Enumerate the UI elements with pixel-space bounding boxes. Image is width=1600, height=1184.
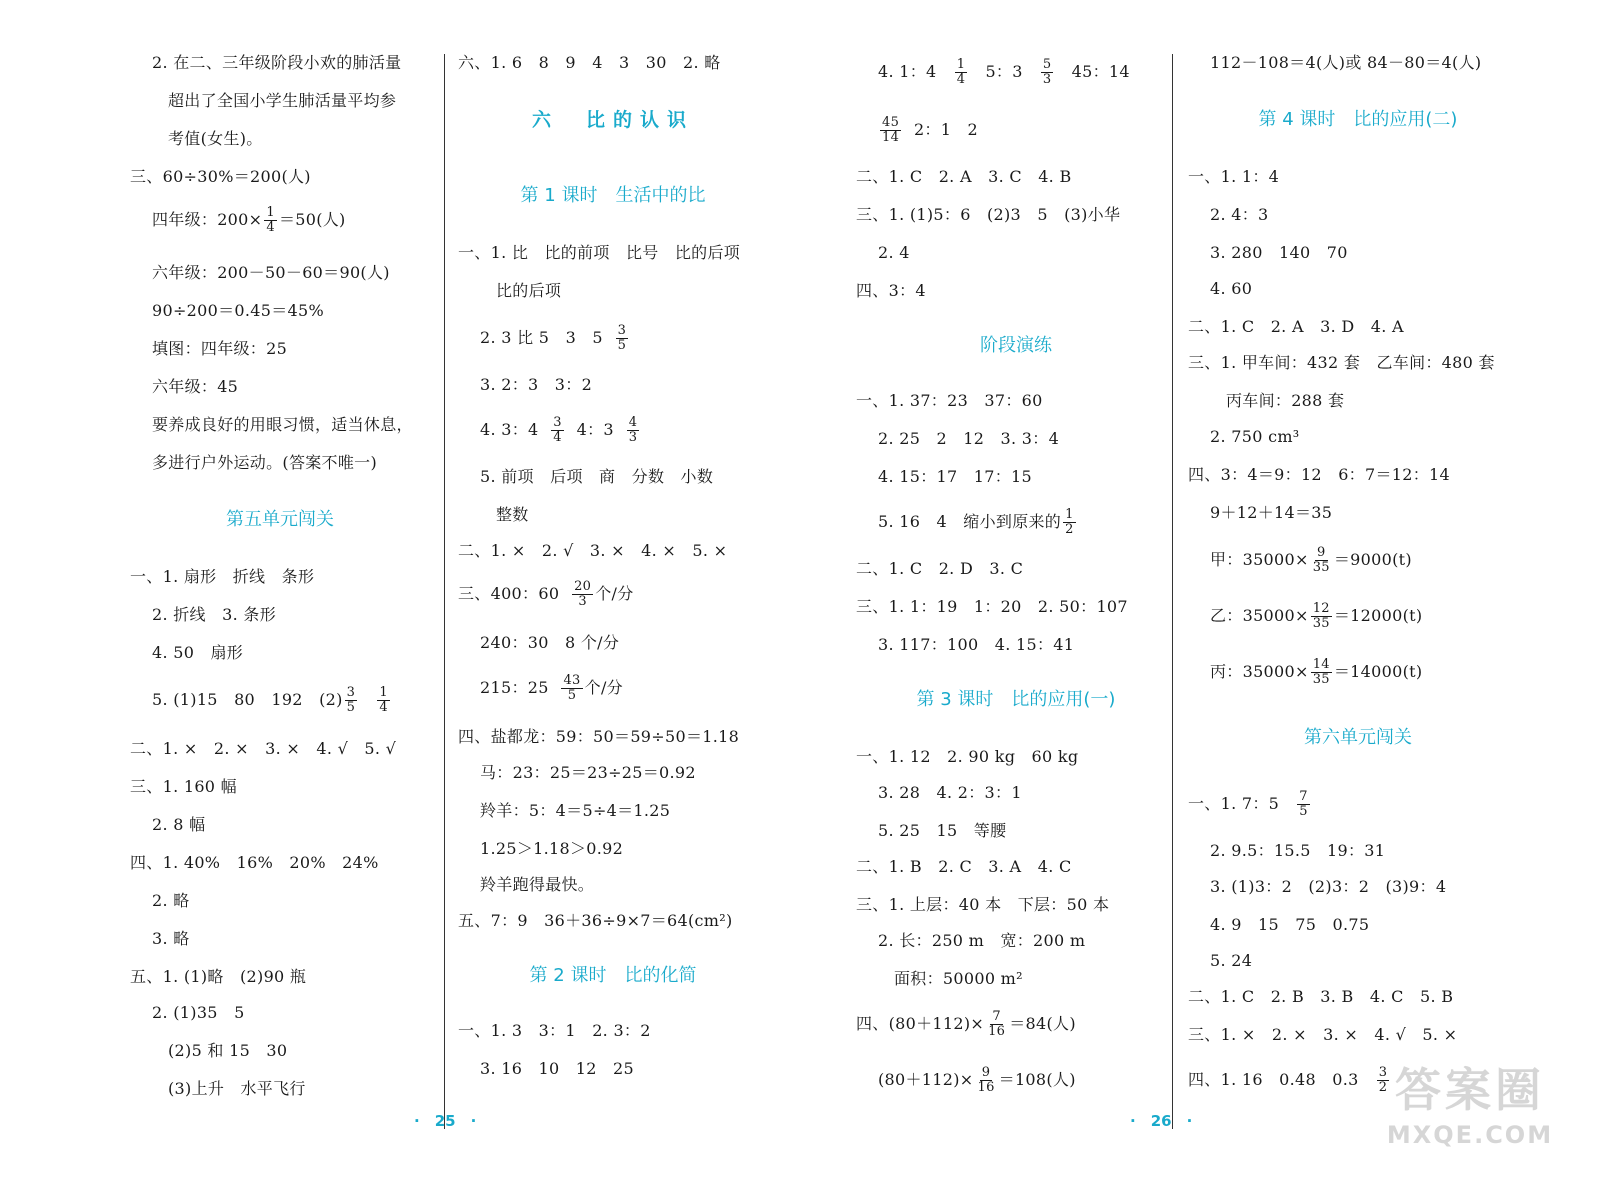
answer-line xyxy=(458,324,630,353)
answer-line: 3. 280 140 70 xyxy=(1210,243,1348,262)
text: 2：1 2 xyxy=(913,120,978,139)
fraction xyxy=(955,58,968,87)
text: 5. 16 4 缩小到原来的 xyxy=(878,512,1062,531)
denominator: 3 xyxy=(628,430,638,445)
column-2 xyxy=(458,34,768,1134)
answer-line: 5. 前项 后项 商 分数 小数 xyxy=(480,467,714,486)
numerator: 1 xyxy=(266,205,275,220)
answer-line xyxy=(130,686,392,715)
text: 三、400：60 xyxy=(458,584,560,603)
answer-line: 4. 15：17 17：15 xyxy=(878,467,1032,486)
answer-line: 2. 750 cm³ xyxy=(1210,427,1300,446)
answer-line: 羚羊跑得最快。 xyxy=(480,875,595,894)
answer-line: 2. 折线 3. 条形 xyxy=(152,605,277,624)
answer-line xyxy=(1188,658,1422,687)
numerator: 12 xyxy=(1312,601,1330,616)
lesson-heading: 第 4 课时 比的应用(二) xyxy=(1258,109,1458,130)
answer-line: 三、1. 上层：40 本 下层：50 本 xyxy=(856,895,1110,914)
section-heading: 第六单元闯关 xyxy=(1304,727,1412,748)
text: ＝108(人) xyxy=(998,1070,1076,1089)
lesson-heading: 第 1 课时 生活中的比 xyxy=(520,185,706,206)
answer-line: 2. 4 xyxy=(878,243,910,262)
answer-line xyxy=(1188,790,1312,819)
text: 四、1. 16 0.48 0.3 xyxy=(1188,1070,1359,1089)
fraction xyxy=(1311,658,1332,687)
denominator: 3 xyxy=(578,594,587,609)
answer-line: 三、1. × 2. × 3. × 4. √ 5. × xyxy=(1188,1025,1458,1044)
text: 乙：35000× xyxy=(1210,606,1309,625)
text: 丙：35000× xyxy=(1210,662,1309,681)
answer-line: 五、1. (1)略 (2)90 瓶 xyxy=(130,967,307,986)
text: 5：3 xyxy=(985,62,1023,81)
text: ＝12000(t) xyxy=(1333,606,1423,625)
answer-line: 一、1. 12 2. 90 kg 60 kg xyxy=(856,747,1079,766)
numerator: 1 xyxy=(379,685,388,700)
fraction xyxy=(1063,508,1076,537)
answer-line xyxy=(856,508,1078,537)
answer-line xyxy=(458,674,623,703)
denominator: 4 xyxy=(956,72,966,87)
answer-line: 2. 在二、三年级阶段小欢的肺活量 xyxy=(152,53,402,72)
answer-line: 四、3：4 xyxy=(856,281,926,300)
numerator: 1 xyxy=(1065,507,1074,522)
answer-line: 整数 xyxy=(496,505,529,524)
numerator: 45 xyxy=(882,115,900,130)
text: 4. 3：4 xyxy=(480,420,539,439)
watermark-url: MXQE.COM xyxy=(1386,1121,1554,1149)
answer-line: 3. 略 xyxy=(152,929,190,948)
fraction xyxy=(627,416,640,445)
text: 一、1. 7：5 xyxy=(1188,794,1280,813)
answer-line xyxy=(1188,602,1422,631)
answer-line: 比的后项 xyxy=(496,281,562,300)
fraction xyxy=(986,1010,1007,1039)
fraction xyxy=(572,580,593,609)
text: ＝9000(t) xyxy=(1333,550,1412,569)
fraction xyxy=(1297,790,1310,819)
answer-line: 二、1. × 2. √ 3. × 4. × 5. × xyxy=(458,541,728,560)
answer-line xyxy=(130,206,346,235)
numerator: 3 xyxy=(617,323,627,338)
answer-line: 一、1. 37：23 37：60 xyxy=(856,391,1043,410)
text: 215：25 xyxy=(480,678,549,697)
answer-line: 5. 24 xyxy=(1210,951,1253,970)
numerator: 43 xyxy=(563,673,581,688)
answer-line: 三、1. 甲车间：432 套 乙车间：480 套 xyxy=(1188,353,1495,372)
answer-line: 二、1. C 2. A 3. C 4. B xyxy=(856,167,1072,186)
fraction xyxy=(1311,546,1332,575)
answer-line: 4. 50 扇形 xyxy=(152,643,244,662)
answer-line: 一、1. 扇形 折线 条形 xyxy=(130,567,315,586)
numerator: 7 xyxy=(992,1009,1001,1024)
section-heading: 阶段演练 xyxy=(980,335,1052,356)
fraction xyxy=(264,206,277,235)
answer-line: 三、1. 160 幅 xyxy=(130,777,237,796)
denominator: 16 xyxy=(977,1080,995,1095)
chapter-heading: 六 比的认识 xyxy=(531,109,694,131)
answer-line: 2. 长：250 m 宽：200 m xyxy=(878,931,1086,950)
denominator: 5 xyxy=(1299,804,1308,819)
answer-line: 二、1. C 2. A 3. D 4. A xyxy=(1188,317,1404,336)
answer-line: 六年级：200－50－60＝90(人) xyxy=(152,263,390,282)
answer-line: 一、1. 1：4 xyxy=(1188,167,1280,186)
answer-line: 240：30 8 个/分 xyxy=(480,633,620,652)
answer-line: 2. 9.5：15.5 19：31 xyxy=(1210,841,1386,860)
answer-line: 六、1. 6 8 9 4 3 30 2. 略 xyxy=(458,53,721,72)
denominator: 2 xyxy=(1378,1080,1388,1095)
answer-line: 1.25＞1.18＞0.92 xyxy=(480,839,624,858)
answer-line: 羚羊：5：4＝5÷4＝1.25 xyxy=(480,801,671,820)
answer-line: 四、盐都龙：59：50＝59÷50＝1.18 xyxy=(458,727,740,746)
lesson-heading: 第 3 课时 比的应用(一) xyxy=(916,689,1116,710)
answer-line: 超出了全国小学生肺活量平均参 xyxy=(168,91,397,110)
numerator: 1 xyxy=(956,57,966,72)
answer-line: 3. 2：3 3：2 xyxy=(480,375,593,394)
numerator: 5 xyxy=(1042,57,1052,72)
denominator: 35 xyxy=(1312,616,1330,631)
answer-line xyxy=(1188,1066,1391,1095)
answer-line: 2. 25 2 12 3. 3：4 xyxy=(878,429,1060,448)
denominator: 14 xyxy=(882,130,900,145)
answer-line: 考值(女生)。 xyxy=(168,129,263,148)
answer-line: (3)上升 水平飞行 xyxy=(168,1079,306,1098)
answer-line xyxy=(856,58,1130,87)
text: 45：14 xyxy=(1071,62,1130,81)
answer-line: 六年级：45 xyxy=(152,377,239,396)
answer-line: 二、1. × 2. × 3. × 4. √ 5. √ xyxy=(130,739,397,758)
page-number-left: · 25 · xyxy=(414,1112,477,1130)
text: 个/分 xyxy=(595,584,634,603)
fraction xyxy=(976,1066,997,1095)
column-1 xyxy=(130,34,430,1134)
denominator: 35 xyxy=(1312,672,1330,687)
answer-line: 112－108＝4(人)或 84－80＝4(人) xyxy=(1210,53,1482,72)
denominator: 2 xyxy=(1065,522,1074,537)
denominator: 3 xyxy=(1042,72,1052,87)
answer-line: 4. 60 xyxy=(1210,279,1253,298)
answer-line: 2. (1)35 5 xyxy=(152,1003,245,1022)
answer-line: 3. 16 10 12 25 xyxy=(480,1059,634,1078)
fraction xyxy=(880,116,901,145)
text: ＝50(人) xyxy=(278,210,346,229)
answer-line: 5. 25 15 等腰 xyxy=(878,821,1007,840)
numerator: 4 xyxy=(628,415,638,430)
answer-line: 要养成良好的用眼习惯，适当休息， xyxy=(152,415,413,434)
fraction xyxy=(616,324,629,353)
text: 甲：35000× xyxy=(1210,550,1309,569)
numerator: 9 xyxy=(1317,545,1326,560)
denominator: 4 xyxy=(266,220,275,235)
watermark-text: 答案圈 xyxy=(1395,1063,1545,1117)
denominator: 16 xyxy=(988,1024,1006,1039)
column-4 xyxy=(1188,34,1528,1134)
numerator: 9 xyxy=(981,1065,991,1080)
text: 个/分 xyxy=(584,678,623,697)
text: ＝14000(t) xyxy=(1333,662,1423,681)
answer-line: 2. 略 xyxy=(152,891,190,910)
text: 2. 3 比 5 3 5 xyxy=(480,328,603,347)
answer-line xyxy=(856,1010,1076,1039)
numerator: 3 xyxy=(346,685,356,700)
fraction xyxy=(551,416,564,445)
answer-line xyxy=(458,580,634,609)
answer-line: 马：23：25＝23÷25＝0.92 xyxy=(480,763,696,782)
column-divider-left xyxy=(444,54,445,1129)
answer-line: 四、1. 40% 16% 20% 24% xyxy=(130,853,379,872)
answer-line: 五、7：9 36＋36÷9×7＝64(cm²) xyxy=(458,911,733,930)
text: 5. (1)15 80 192 (2) xyxy=(152,690,343,709)
numerator: 20 xyxy=(574,579,592,594)
answer-line: 4. 9 15 75 0.75 xyxy=(1210,915,1370,934)
answer-line: 二、1. C 2. D 3. C xyxy=(856,559,1024,578)
denominator: 5 xyxy=(346,700,356,715)
answer-line: 9＋12＋14＝35 xyxy=(1210,503,1333,522)
numerator: 7 xyxy=(1299,789,1308,804)
fraction xyxy=(1311,602,1332,631)
answer-line xyxy=(856,116,978,145)
denominator: 4 xyxy=(553,430,562,445)
answer-line: 2. 8 幅 xyxy=(152,815,206,834)
fraction xyxy=(345,686,358,715)
answer-line: 3. 28 4. 2：3：1 xyxy=(878,783,1022,802)
text: ＝84(人) xyxy=(1009,1014,1076,1033)
answer-line: 一、1. 比 比的前项 比号 比的后项 xyxy=(458,243,741,262)
text: (80＋112)× xyxy=(878,1070,974,1089)
numerator: 3 xyxy=(1378,1065,1388,1080)
answer-line xyxy=(1188,546,1412,575)
answer-line xyxy=(458,416,641,445)
answer-line: (2)5 和 15 30 xyxy=(168,1041,288,1060)
answer-line: 2. 4：3 xyxy=(1210,205,1269,224)
answer-line: 面积：50000 m² xyxy=(894,969,1023,988)
answer-line: 3. 117：100 4. 15：41 xyxy=(878,635,1075,654)
answer-line: 二、1. B 2. C 3. A 4. C xyxy=(856,857,1072,876)
answer-line: 三、60÷30%＝200(人) xyxy=(130,167,311,186)
text: 四、(80＋112)× xyxy=(856,1014,985,1033)
answer-line: 丙车间：288 套 xyxy=(1226,391,1345,410)
fraction xyxy=(1041,58,1054,87)
section-heading: 第五单元闯关 xyxy=(226,509,334,530)
page-number-right: · 26 · xyxy=(1130,1112,1193,1130)
answer-line: 三、1. (1)5：6 (2)3 5 (3)小华 xyxy=(856,205,1121,224)
denominator: 5 xyxy=(567,688,577,703)
denominator: 5 xyxy=(617,338,627,353)
answer-line: 3. (1)3：2 (2)3：2 (3)9：4 xyxy=(1210,877,1447,896)
numerator: 3 xyxy=(553,415,562,430)
text: 4：3 xyxy=(576,420,614,439)
answer-line: 三、1. 1：19 1：20 2. 50：107 xyxy=(856,597,1128,616)
text: 4. 1：4 xyxy=(878,62,937,81)
answer-line: 填图：四年级：25 xyxy=(152,339,288,358)
answer-line: 二、1. C 2. B 3. B 4. C 5. B xyxy=(1188,987,1454,1006)
answer-line xyxy=(856,1066,1076,1095)
column-3 xyxy=(856,34,1176,1134)
denominator: 4 xyxy=(379,700,388,715)
answer-line: 90÷200＝0.45＝45% xyxy=(152,301,324,320)
answer-line: 四、3：4＝9：12 6：7＝12：14 xyxy=(1188,465,1450,484)
numerator: 14 xyxy=(1312,657,1330,672)
text: 四年级：200× xyxy=(152,210,263,229)
answer-line: 多进行户外运动。(答案不唯一) xyxy=(152,453,377,472)
lesson-heading: 第 2 课时 比的化简 xyxy=(529,965,697,986)
denominator: 35 xyxy=(1312,560,1330,575)
fraction xyxy=(377,686,390,715)
fraction xyxy=(561,674,582,703)
answer-line: 一、1. 3 3：1 2. 3：2 xyxy=(458,1021,651,1040)
watermark-logo xyxy=(1370,1060,1570,1170)
